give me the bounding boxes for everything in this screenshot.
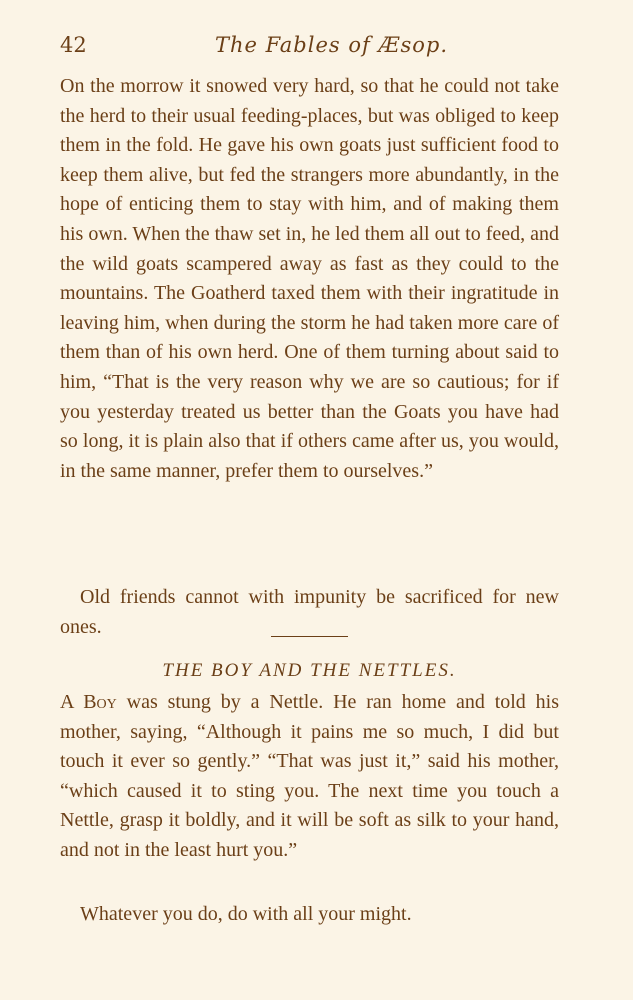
goatherd-moral: Old friends cannot with impunity be sacrificed for new ones.	[60, 586, 559, 638]
running-head	[60, 33, 559, 61]
goatherd-paragraph: On the morrow it snowed very hard, so that he could not take the herd to their usual feeding-places, but was obliged to keep them in the fold. He gave his own goats just sufficient food to keep them alive, but fed the strangers more abundantly, in the hope of enticing them to stay with him, and of making them his own. When the thaw set in, he led them all out to feed, and the wild goats scampered away as fast as they could to the mountains. The Goatherd taxed them with their ingratitude in leaving him, when during the storm he had taken more care of them than of his own herd. One of them turning about said to him, “That is the very reason why we are so cautious; for if you yesterday treated us better than the Goats you have had so long, it is plain also that if others came after us, you would, in the same manner, prefer them to ourselves.”	[60, 75, 559, 482]
page-number: 42	[60, 33, 87, 57]
section-divider	[271, 636, 348, 637]
running-title: The Fables of Æsop.	[215, 33, 448, 57]
paragraph-body: was stung by a Nettle. He ran home and told his mother, saying, “Although it pains me so much, I did but touch it ever so gently.” “That was just it,” said his mother, “which caused it to sting you. The next time you touch a Nettle, grasp it boldly, and it will be soft as silk to your hand, and not in the least hurt you.”	[60, 691, 559, 861]
nettles-moral: Whatever you do, do with all your might.	[80, 903, 412, 925]
nettles-paragraph	[60, 688, 559, 866]
paragraph-lead-word: A	[60, 691, 74, 713]
fable-title: THE BOY AND THE NETTLES.	[162, 660, 457, 681]
paragraph-smallcaps-word: Boy	[83, 691, 117, 713]
